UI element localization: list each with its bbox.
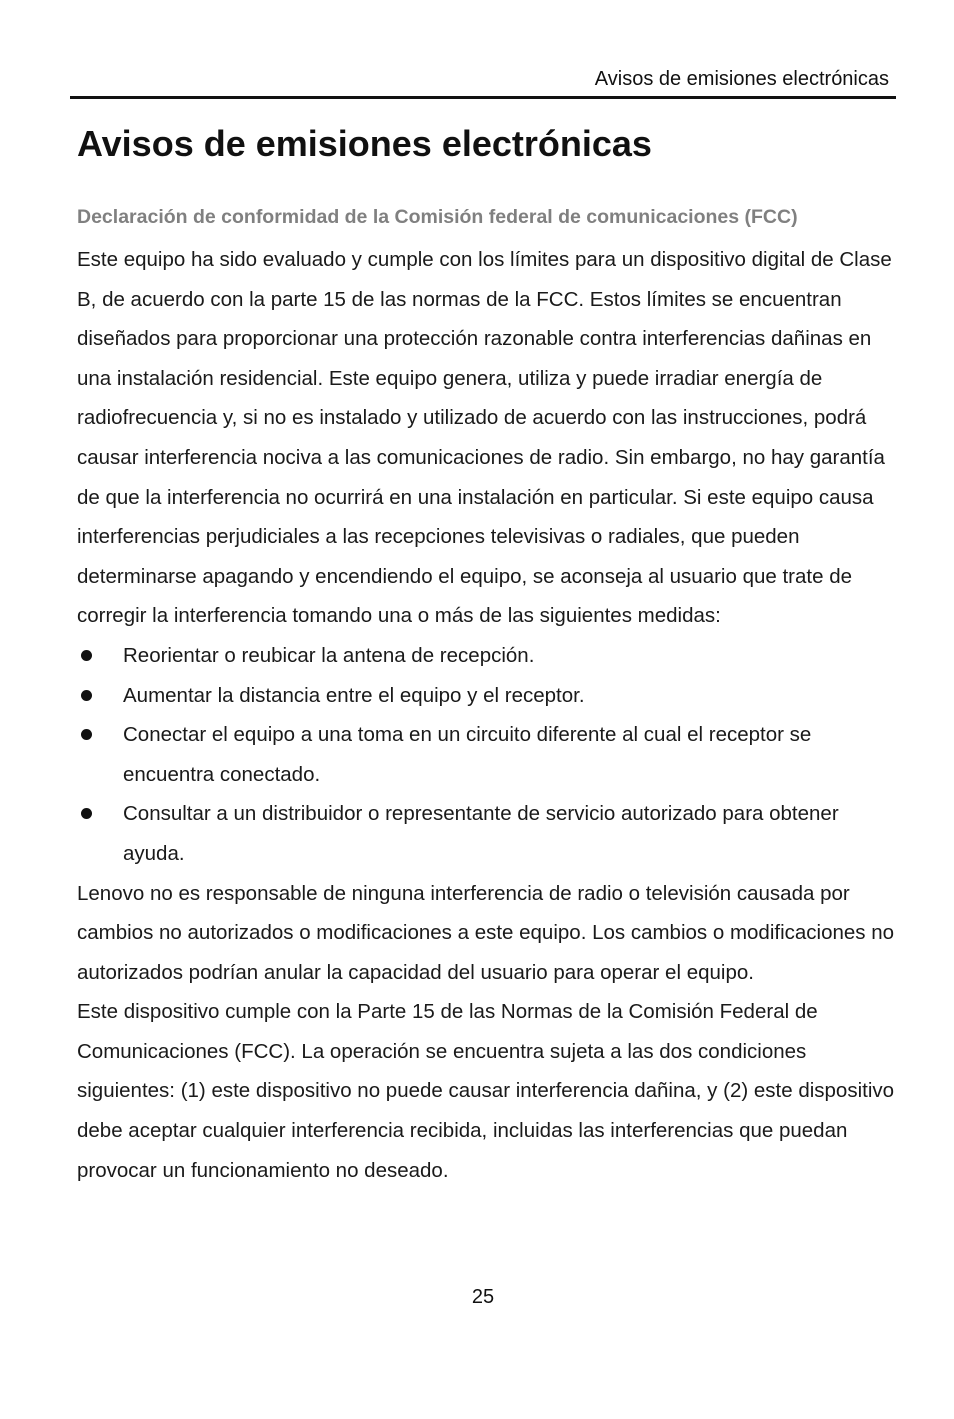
bullet-dot-icon [81, 690, 92, 701]
section-heading: Declaración de conformidad de la Comisión federal de comunicaciones (FCC) [77, 206, 798, 228]
measures-list [77, 636, 899, 874]
paragraph-fcc-evaluation: Este equipo ha sido evaluado y cumple con los límites para un dispositivo digital de Clase B, de acuerdo con la parte 15 de las normas de la FCC. Estos límites se encuentran diseñados para proporcionar una protección razonable contra interferencias dañinas en una instalación residencial. Este equipo genera, utiliza y puede irradiar energía de radiofrecuencia y, si no es instalado y utilizado de acuerdo con las instrucciones, podrá causar interferencia nociva a las comunicaciones de radio. Sin embargo, no hay garantía de que la interferencia no ocurrirá en una instalación en particular. Si este equipo causa interferencias perjudiciales a las recepciones televisivas o radiales, que pueden determinarse apagando y encendiendo el equipo, se aconseja al usuario que trate de corregir la interferencia tomando una o más de las siguientes medidas: [77, 248, 892, 628]
list-item-text: Conectar el equipo a una toma en un circuito diferente al cual el receptor se encuentra conectado. [123, 723, 812, 786]
list-item-text: Reorientar o reubicar la antena de recepción. [123, 643, 535, 667]
list-item-text: Consultar a un distribuidor o representante de servicio autorizado para obtener ayuda. [123, 802, 839, 865]
running-header: Avisos de emisiones electrónicas [594, 68, 889, 90]
page-title: Avisos de emisiones electrónicas [77, 123, 652, 164]
bullet-dot-icon [81, 729, 92, 740]
body-text [77, 240, 899, 1190]
bullet-dot-icon [81, 650, 92, 661]
header-rule [70, 96, 896, 99]
list-item-text: Aumentar la distancia entre el equipo y el receptor. [123, 683, 585, 707]
list-item [77, 636, 899, 676]
list-item [77, 676, 899, 716]
paragraph-lenovo-liability: Lenovo no es responsable de ninguna interferencia de radio o televisión causada por cambios no autorizados o modificaciones a este equipo. Los cambios o modificaciones no autorizados podrían anular la capacidad del usuario para operar el equipo. [77, 881, 895, 984]
list-item [77, 715, 899, 794]
bullet-dot-icon [81, 808, 92, 819]
paragraph-part15-conditions: Este dispositivo cumple con la Parte 15 de las Normas de la Comisión Federal de Comunicaciones (FCC). La operación se encuentra sujeta a las dos condiciones siguientes: (1) este dispositivo no puede causar interferencia dañina, y (2) este dispositivo debe aceptar cualquier interferencia recibida, incluidas las interferencias que puedan provocar un funcionamiento no deseado. [77, 1000, 895, 1182]
list-item [77, 794, 899, 873]
page-number: 25 [471, 1286, 495, 1308]
